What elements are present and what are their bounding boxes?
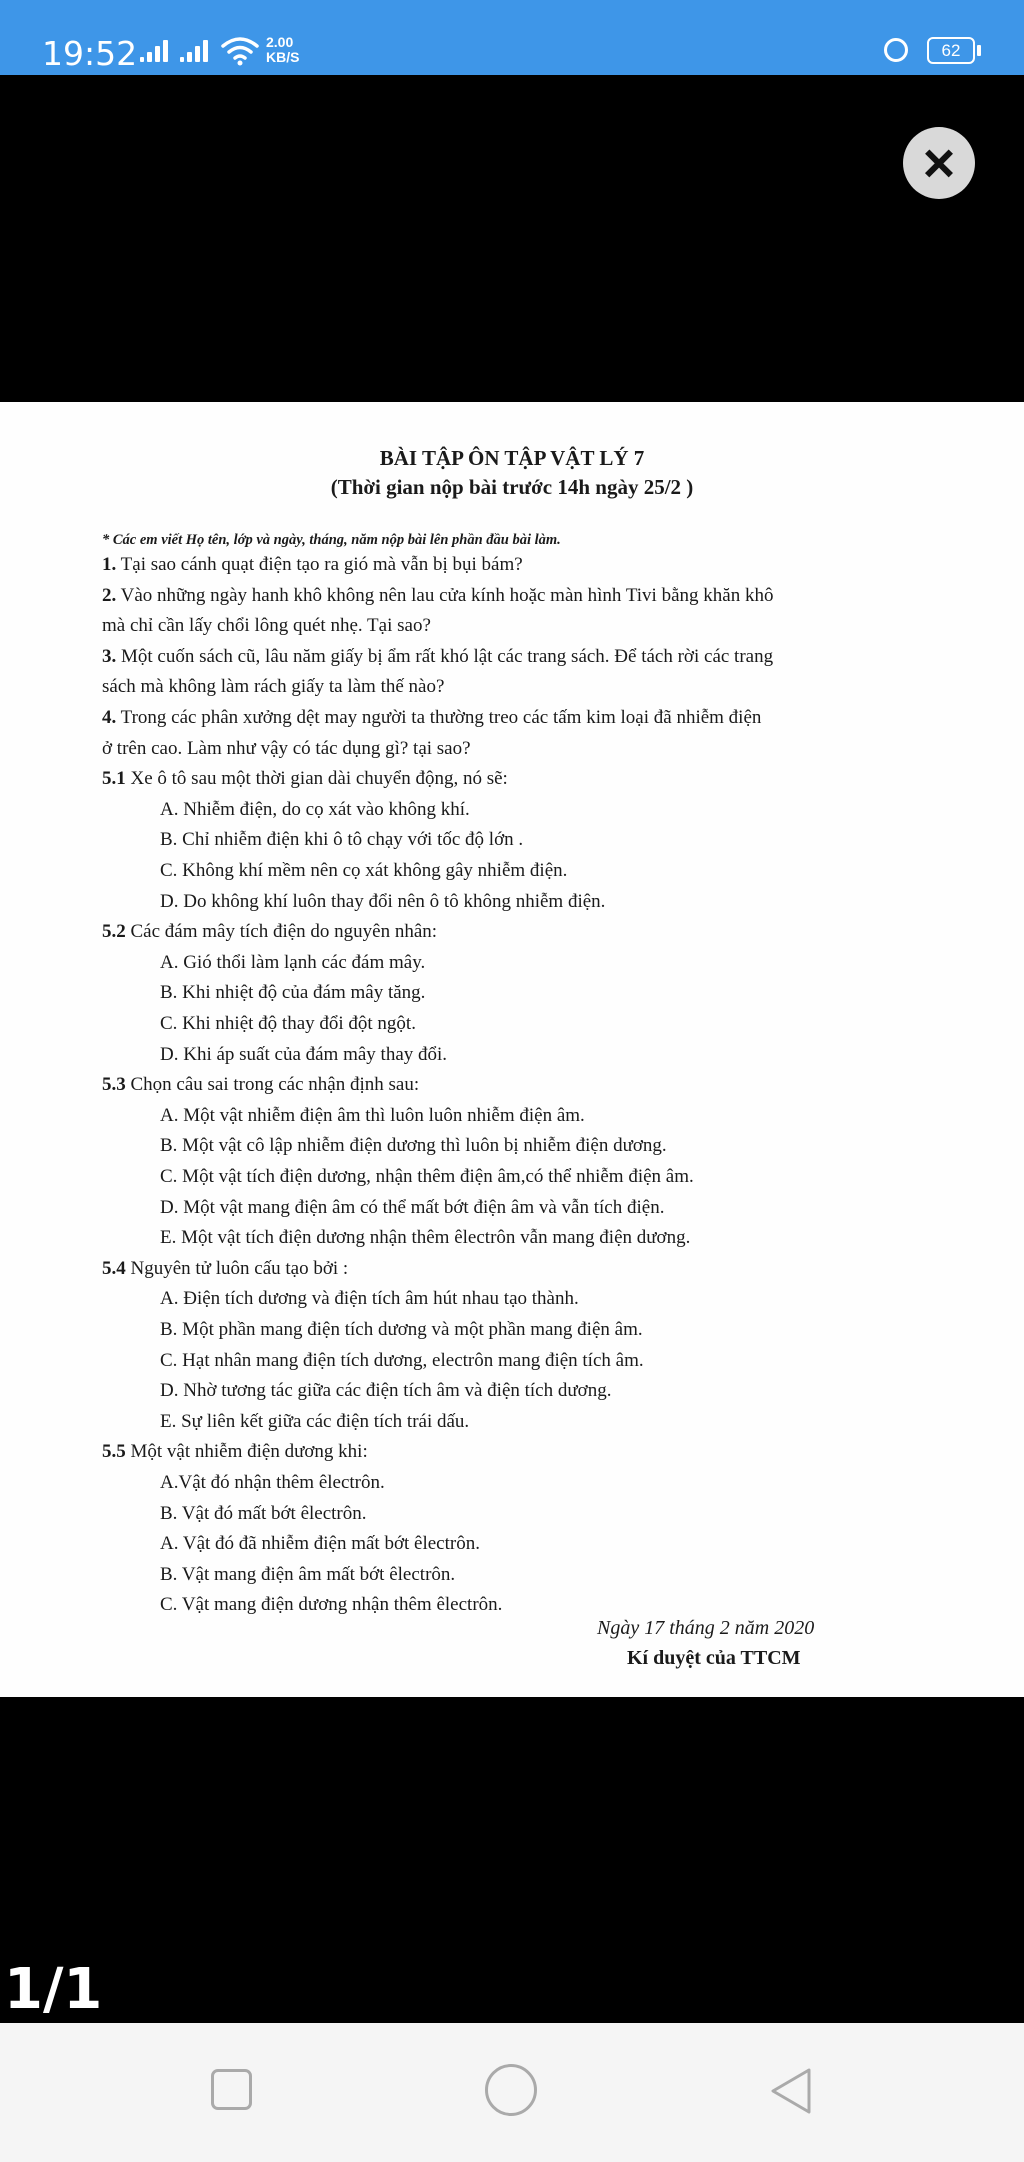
doc-line: [160, 891, 605, 913]
line-text: D. Do không khí luôn thay đổi nên ô tô không nhiễm điện.: [160, 890, 606, 912]
network-speed: [266, 35, 299, 65]
doc-line: [102, 646, 773, 668]
doc-line: [102, 676, 444, 698]
doc-line: [160, 1411, 469, 1433]
rotation-lock-icon: [884, 38, 908, 62]
line-text: Một cuốn sách cũ, lâu năm giấy bị ẩm rất khó lật các trang sách. Để tách rời các trang: [116, 645, 774, 667]
line-text: E. Một vật tích điện dương nhận thêm êlectrôn vẫn mang điện dương.: [160, 1227, 691, 1249]
question-number: 1.: [102, 554, 117, 575]
doc-line: [160, 1350, 644, 1372]
line-text: Một vật nhiễm điện dương khi:: [125, 1441, 368, 1463]
line-text: Chọn câu sai trong các nhận định sau:: [125, 1074, 420, 1096]
doc-line: [160, 1044, 447, 1066]
line-text: C. Một vật tích điện dương, nhận thêm điện âm,có thể nhiễm điện âm.: [160, 1166, 694, 1187]
question-number: 5.2: [102, 921, 126, 943]
doc-line: [160, 1533, 480, 1555]
line-text: A. Điện tích dương và điện tích âm hút nhau tạo thành.: [160, 1288, 579, 1310]
line-text: D. Một vật mang điện âm có thể mất bớt điện âm và vẫn tích điện.: [160, 1196, 665, 1218]
question-number: 3.: [102, 645, 117, 667]
line-text: Trong các phân xưởng dệt may người ta thường treo các tấm kim loại đã nhiễm điện: [116, 707, 762, 728]
line-text: A. Nhiễm điện, do cọ xát vào không khí.: [160, 798, 470, 820]
doc-line: [160, 1472, 385, 1494]
doc-line: [102, 1258, 348, 1280]
doc-line: [160, 829, 523, 851]
line-text: Xe ô tô sau một thời gian dài chuyển động, nó sẽ:: [125, 768, 508, 790]
recent-apps-icon[interactable]: [211, 2069, 252, 2110]
battery-icon: 62: [927, 37, 975, 64]
home-icon[interactable]: [485, 2064, 537, 2116]
line-text: C. Hạt nhân mang điện tích dương, electrôn mang điện tích âm.: [160, 1349, 644, 1371]
line-text: mà chỉ cần lấy chổi lông quét nhẹ. Tại sao?: [102, 615, 431, 637]
status-bar: [0, 0, 1024, 75]
question-number: 4.: [102, 707, 117, 728]
doc-line: [102, 615, 431, 637]
line-text: B. Chỉ nhiễm điện khi ô tô chạy với tốc độ lớn .: [160, 829, 524, 851]
line-text: D. Khi áp suất của đám mây thay đổi.: [160, 1043, 448, 1065]
line-text: Các đám mây tích điện do nguyên nhân:: [125, 921, 438, 943]
doc-signature: Kí duyệt của TTCM: [627, 1647, 801, 1669]
doc-line: [102, 1441, 368, 1463]
doc-line: [160, 952, 425, 974]
doc-line: [102, 1074, 419, 1096]
line-text: A.Vật đó nhận thêm êlectrôn.: [160, 1472, 385, 1493]
line-text: A. Vật đó đã nhiễm điện mất bớt êlectrôn.: [160, 1533, 480, 1555]
line-text: B. Một vật cô lập nhiễm điện dương thì luôn bị nhiễm điện dương.: [160, 1135, 667, 1157]
line-text: A. Gió thổi làm lạnh các đám mây.: [160, 951, 426, 973]
back-icon[interactable]: [767, 2066, 815, 2116]
line-text: B. Khi nhiệt độ của đám mây tăng.: [160, 982, 426, 1004]
doc-line: [160, 1227, 690, 1249]
doc-line: [102, 921, 437, 943]
speed-unit: KB/S: [266, 49, 300, 65]
doc-line: [160, 1564, 455, 1586]
doc-line: [160, 1503, 367, 1525]
line-text: C. Khi nhiệt độ thay đổi đột ngột.: [160, 1013, 416, 1034]
document-image: [0, 402, 1024, 1697]
line-text: B. Một phần mang điện tích dương và một phần mang điện âm.: [160, 1319, 643, 1340]
doc-line: [160, 1594, 502, 1616]
wifi-icon: [220, 36, 260, 66]
doc-line: [160, 860, 567, 882]
doc-line: [160, 1288, 579, 1310]
line-text: Vào những ngày hanh khô không nên lau cửa kính hoặc màn hình Tivi bằng khăn khô: [116, 584, 774, 606]
status-time: 19:52: [42, 34, 138, 73]
doc-line: [160, 1105, 585, 1127]
question-number: 5.1: [102, 768, 126, 790]
doc-line: [160, 1380, 611, 1402]
doc-title: BÀI TẬP ÔN TẬP VẬT LÝ 7: [379, 446, 645, 470]
line-text: C. Vật mang điện dương nhận thêm êlectrôn.: [160, 1594, 503, 1616]
doc-line: [102, 738, 471, 760]
doc-line: [102, 585, 773, 607]
doc-subtitle: (Thời gian nộp bài trước 14h ngày 25/2 ): [330, 475, 694, 499]
doc-note: * Các em viết Họ tên, lớp và ngày, tháng, năm nộp bài lên phần đầu bài làm.: [102, 532, 561, 548]
question-number: 5.4: [102, 1257, 126, 1279]
battery-tip: [977, 45, 981, 56]
line-text: D. Nhờ tương tác giữa các điện tích âm và điện tích dương.: [160, 1380, 612, 1402]
line-text: B. Vật đó mất bớt êlectrôn.: [160, 1502, 367, 1524]
close-button[interactable]: ×: [903, 127, 975, 199]
doc-line: [102, 768, 508, 790]
speed-value: 2.00: [266, 34, 294, 50]
doc-line: [102, 554, 523, 576]
line-text: B. Vật mang điện âm mất bớt êlectrôn.: [160, 1563, 456, 1585]
doc-line: [160, 1166, 694, 1188]
doc-line: [160, 1319, 643, 1341]
doc-date: Ngày 17 tháng 2 năm 2020: [597, 1617, 815, 1639]
line-text: E. Sự liên kết giữa các điện tích trái dấu.: [160, 1410, 470, 1432]
line-text: sách mà không làm rách giấy ta làm thế nào?: [102, 676, 445, 698]
doc-line: [102, 707, 761, 729]
doc-line: [160, 799, 470, 821]
doc-line: [160, 1013, 416, 1035]
page-indicator: 1/1: [4, 1957, 103, 2022]
line-text: C. Không khí mềm nên cọ xát không gây nhiễm điện.: [160, 860, 568, 881]
doc-line: [160, 982, 425, 1004]
signal-icon-2: [180, 38, 208, 62]
line-text: ở trên cao. Làm như vậy có tác dụng gì? tại sao?: [102, 737, 471, 759]
line-text: Tại sao cánh quạt điện tạo ra gió mà vẫn bị bụi bám?: [116, 554, 523, 575]
doc-line: [160, 1197, 664, 1219]
signal-icon: [140, 38, 168, 62]
question-number: 5.5: [102, 1441, 126, 1463]
question-number: 5.3: [102, 1074, 126, 1096]
question-number: 2.: [102, 584, 117, 606]
line-text: Nguyên tử luôn cấu tạo bởi :: [125, 1257, 349, 1279]
doc-line: [160, 1135, 667, 1157]
line-text: A. Một vật nhiễm điện âm thì luôn luôn nhiễm điện âm.: [160, 1104, 585, 1126]
